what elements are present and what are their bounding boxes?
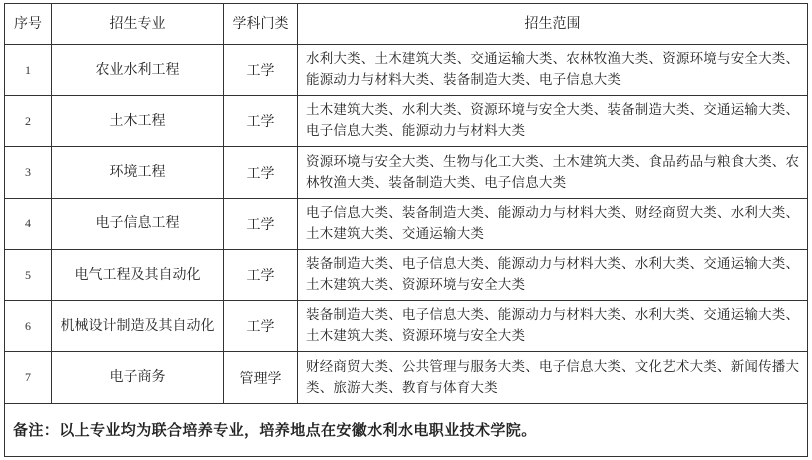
row-category: 工学 <box>224 198 298 249</box>
row-no: 3 <box>5 147 52 198</box>
row-category: 工学 <box>224 249 298 300</box>
row-scope: 财经商贸大类、公共管理与服务大类、电子信息大类、文化艺术大类、新闻传播大类、旅游大类、教育与体育大类 <box>298 352 808 403</box>
row-no: 1 <box>5 45 52 96</box>
row-category: 工学 <box>224 147 298 198</box>
header-no: 序号 <box>5 4 52 45</box>
row-major: 电气工程及其自动化 <box>52 249 224 300</box>
row-major: 农业水利工程 <box>52 45 224 96</box>
row-no: 4 <box>5 198 52 249</box>
row-no: 2 <box>5 96 52 147</box>
row-category: 工学 <box>224 301 298 352</box>
header-major: 招生专业 <box>52 4 224 45</box>
table-note: 备注：以上专业均为联合培养专业，培养地点在安徽水利水电职业技术学院。 <box>5 403 808 456</box>
header-scope: 招生范围 <box>298 4 808 45</box>
admission-majors-table <box>4 3 808 457</box>
table-row <box>5 96 808 147</box>
table-row <box>5 301 808 352</box>
table-row <box>5 352 808 403</box>
row-major: 环境工程 <box>52 147 224 198</box>
row-scope: 装备制造大类、电子信息大类、能源动力与材料大类、水利大类、交通运输大类、土木建筑大类、资源环境与安全大类 <box>298 301 808 352</box>
note-row <box>5 403 808 456</box>
row-no: 6 <box>5 301 52 352</box>
row-major: 电子信息工程 <box>52 198 224 249</box>
table-row <box>5 249 808 300</box>
row-category: 管理学 <box>224 352 298 403</box>
row-scope: 装备制造大类、电子信息大类、能源动力与材料大类、水利大类、交通运输大类、土木建筑大类、资源环境与安全大类 <box>298 249 808 300</box>
row-no: 7 <box>5 352 52 403</box>
row-scope: 电子信息大类、装备制造大类、能源动力与材料大类、财经商贸大类、水利大类、土木建筑大类、交通运输大类 <box>298 198 808 249</box>
row-category: 工学 <box>224 45 298 96</box>
row-scope: 土木建筑大类、水利大类、资源环境与安全大类、装备制造大类、交通运输大类、电子信息大类、能源动力与材料大类 <box>298 96 808 147</box>
header-category: 学科门类 <box>224 4 298 45</box>
table-row <box>5 198 808 249</box>
row-major: 土木工程 <box>52 96 224 147</box>
row-no: 5 <box>5 249 52 300</box>
row-category: 工学 <box>224 96 298 147</box>
table-header-row <box>5 4 808 45</box>
row-scope: 资源环境与安全大类、生物与化工大类、土木建筑大类、食品药品与粮食大类、农林牧渔大类、装备制造大类、电子信息大类 <box>298 147 808 198</box>
row-major: 电子商务 <box>52 352 224 403</box>
row-scope: 水利大类、土木建筑大类、交通运输大类、农林牧渔大类、资源环境与安全大类、能源动力与材料大类、装备制造大类、电子信息大类 <box>298 45 808 96</box>
table-row <box>5 147 808 198</box>
table-row <box>5 45 808 96</box>
row-major: 机械设计制造及其自动化 <box>52 301 224 352</box>
